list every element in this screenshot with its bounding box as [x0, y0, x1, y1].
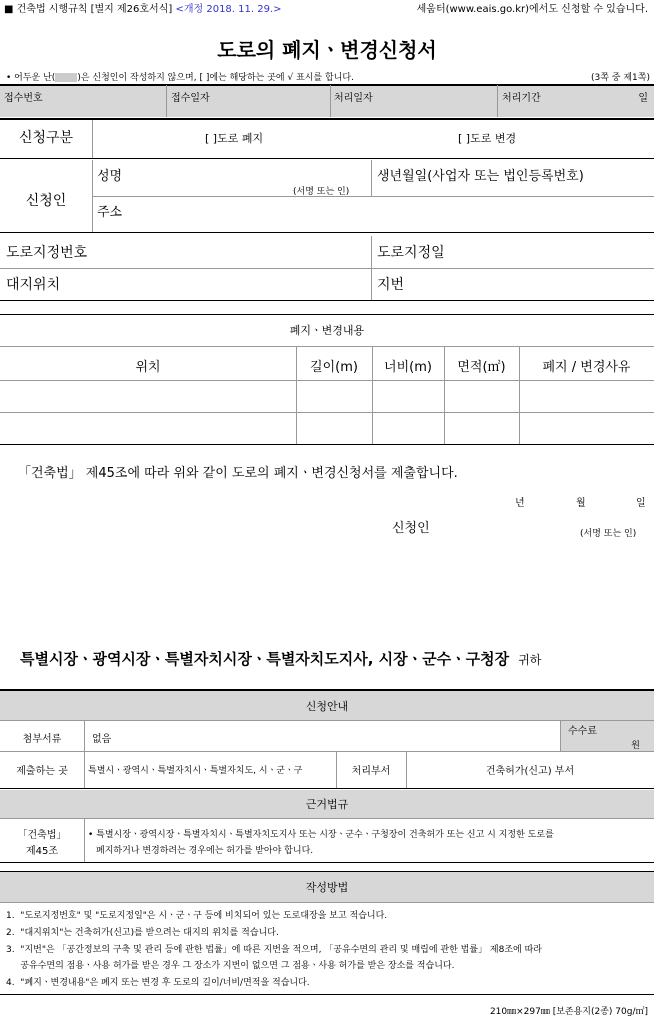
col-width: 너비(m) — [384, 360, 432, 375]
name-field-label: 성명 — [97, 169, 123, 184]
address-field-label: 주소 — [97, 205, 123, 220]
page-title: 도로의 폐지ㆍ변경신청서 — [217, 38, 437, 62]
declaration-text: 「건축법」 제45조에 따라 위와 같이 도로의 폐지ㆍ변경신청서를 제출합니다. — [18, 466, 458, 481]
change-checkbox[interactable]: [ ]도로 변경 — [458, 132, 517, 145]
addressee-suffix: 귀하 — [518, 653, 542, 667]
name-sign-note: (서명 또는 인) — [293, 187, 350, 197]
month-label: 월 — [576, 498, 586, 509]
dept-label: 처리부서 — [351, 766, 391, 777]
online-application-note: 세움터(www.eais.go.kr)에서도 신청할 수 있습니다. — [416, 4, 648, 15]
attachments-label: 첨부서류 — [22, 734, 62, 745]
applicant-label: 신청인 — [25, 193, 67, 209]
page-indicator: (3쪽 중 제1쪽) — [591, 73, 650, 83]
birth-field-label: 생년월일(사업자 또는 법인등록번호) — [377, 169, 584, 184]
col-area: 면적(㎡) — [457, 360, 506, 375]
law-article: 제45조 — [25, 846, 59, 857]
legal-title: 근거법규 — [305, 798, 349, 811]
submit-place-value: 특별시ㆍ광역시ㆍ특별자치시ㆍ특별자치도, 시ㆍ군ㆍ구 — [88, 766, 303, 776]
changes-section-title: 폐지ㆍ변경내용 — [289, 324, 365, 337]
method-item-4: 4. "폐지ㆍ변경내용"은 폐지 또는 변경 후 도로의 길이/너비/면적을 적습니다. — [6, 978, 310, 988]
abolish-checkbox[interactable]: [ ]도로 폐지 — [205, 132, 264, 145]
road-designation-date-label: 도로지정일 — [377, 245, 445, 261]
road-designation-no-label: 도로지정번호 — [6, 245, 88, 261]
method-item-3-cont: 공유수면의 점용ㆍ사용 허가를 받은 경우 그 장소가 지번이 없으면 그 점용ㆍ사용 허가를 받은 장소를 적습니다. — [6, 961, 455, 971]
lot-number-label: 지번 — [377, 277, 405, 293]
declaration-sign-note: (서명 또는 인) — [580, 529, 637, 539]
legal-text-line1: • 특별시장ㆍ광역시장ㆍ특별자치시ㆍ특별자치도지사 또는 시장ㆍ군수ㆍ구청장이 건축허가 또는 신고 시 지정한 도로를 — [88, 830, 554, 840]
col-location: 위치 — [135, 360, 161, 375]
law-name: 「건축법」 — [17, 830, 67, 841]
process-date-label: 처리일자 — [334, 93, 373, 104]
fee-label: 수수료 — [568, 726, 597, 737]
legal-text-line2: 폐지하거나 변경하려는 경우에는 허가를 받아야 합니다. — [96, 846, 314, 856]
day-label: 일 — [636, 498, 646, 509]
category-label: 신청구분 — [18, 130, 74, 146]
fill-notice: • 어두운 난( )은 신청인이 작성하지 않으며, [ ]에는 해당하는 곳에 √ 표시를 합니다. — [6, 73, 354, 83]
period-unit: 일 — [638, 93, 648, 104]
attachments-value: 없음 — [92, 734, 112, 745]
site-location-label: 대지위치 — [6, 277, 61, 293]
receipt-number-label: 접수번호 — [4, 93, 43, 104]
fee-unit: 원 — [631, 741, 640, 751]
guide-title: 신청안내 — [305, 700, 349, 713]
method-title: 작성방법 — [305, 881, 349, 894]
paper-spec: 210㎜×297㎜ [보존용지(2종) 70g/㎡] — [489, 1007, 648, 1017]
receipt-row — [0, 85, 654, 117]
col-length: 길이(m) — [310, 360, 358, 375]
shaded-sample — [55, 73, 77, 82]
method-item-1: 1. "도로지정번호" 및 "도로지정일"은 시ㆍ군ㆍ구 등에 비치되어 있는 도로대장을 보고 적습니다. — [6, 911, 388, 921]
receipt-date-label: 접수일자 — [171, 93, 210, 104]
col-reason: 폐지 / 변경사유 — [542, 360, 631, 375]
form-info: ■ 건축법 시행규칙 [별지 제26호서식] — [4, 4, 173, 15]
process-period-label: 처리기간 — [502, 93, 541, 104]
method-item-3: 3. "지번"은 「공간정보의 구축 및 관리 등에 관한 법률」에 따른 지번을 적으며, 「공유수면의 관리 및 매립에 관한 법률」 제8조에 따라 — [6, 945, 542, 955]
method-item-2: 2. "대지위치"는 건축허가(신고)를 받으려는 대지의 위치를 적습니다. — [6, 928, 279, 938]
addressee: 특별시장ㆍ광역시장ㆍ특별자치시장ㆍ특별자치도지사, 시장ㆍ군수ㆍ구청장 — [20, 650, 510, 668]
dept-value: 건축허가(신고) 부서 — [485, 766, 575, 777]
year-label: 년 — [515, 498, 525, 509]
declaration-applicant-label: 신청인 — [392, 521, 430, 536]
revision-date: <개정 2018. 11. 29.> — [175, 4, 282, 15]
submit-place-label: 제출하는 곳 — [16, 766, 68, 777]
